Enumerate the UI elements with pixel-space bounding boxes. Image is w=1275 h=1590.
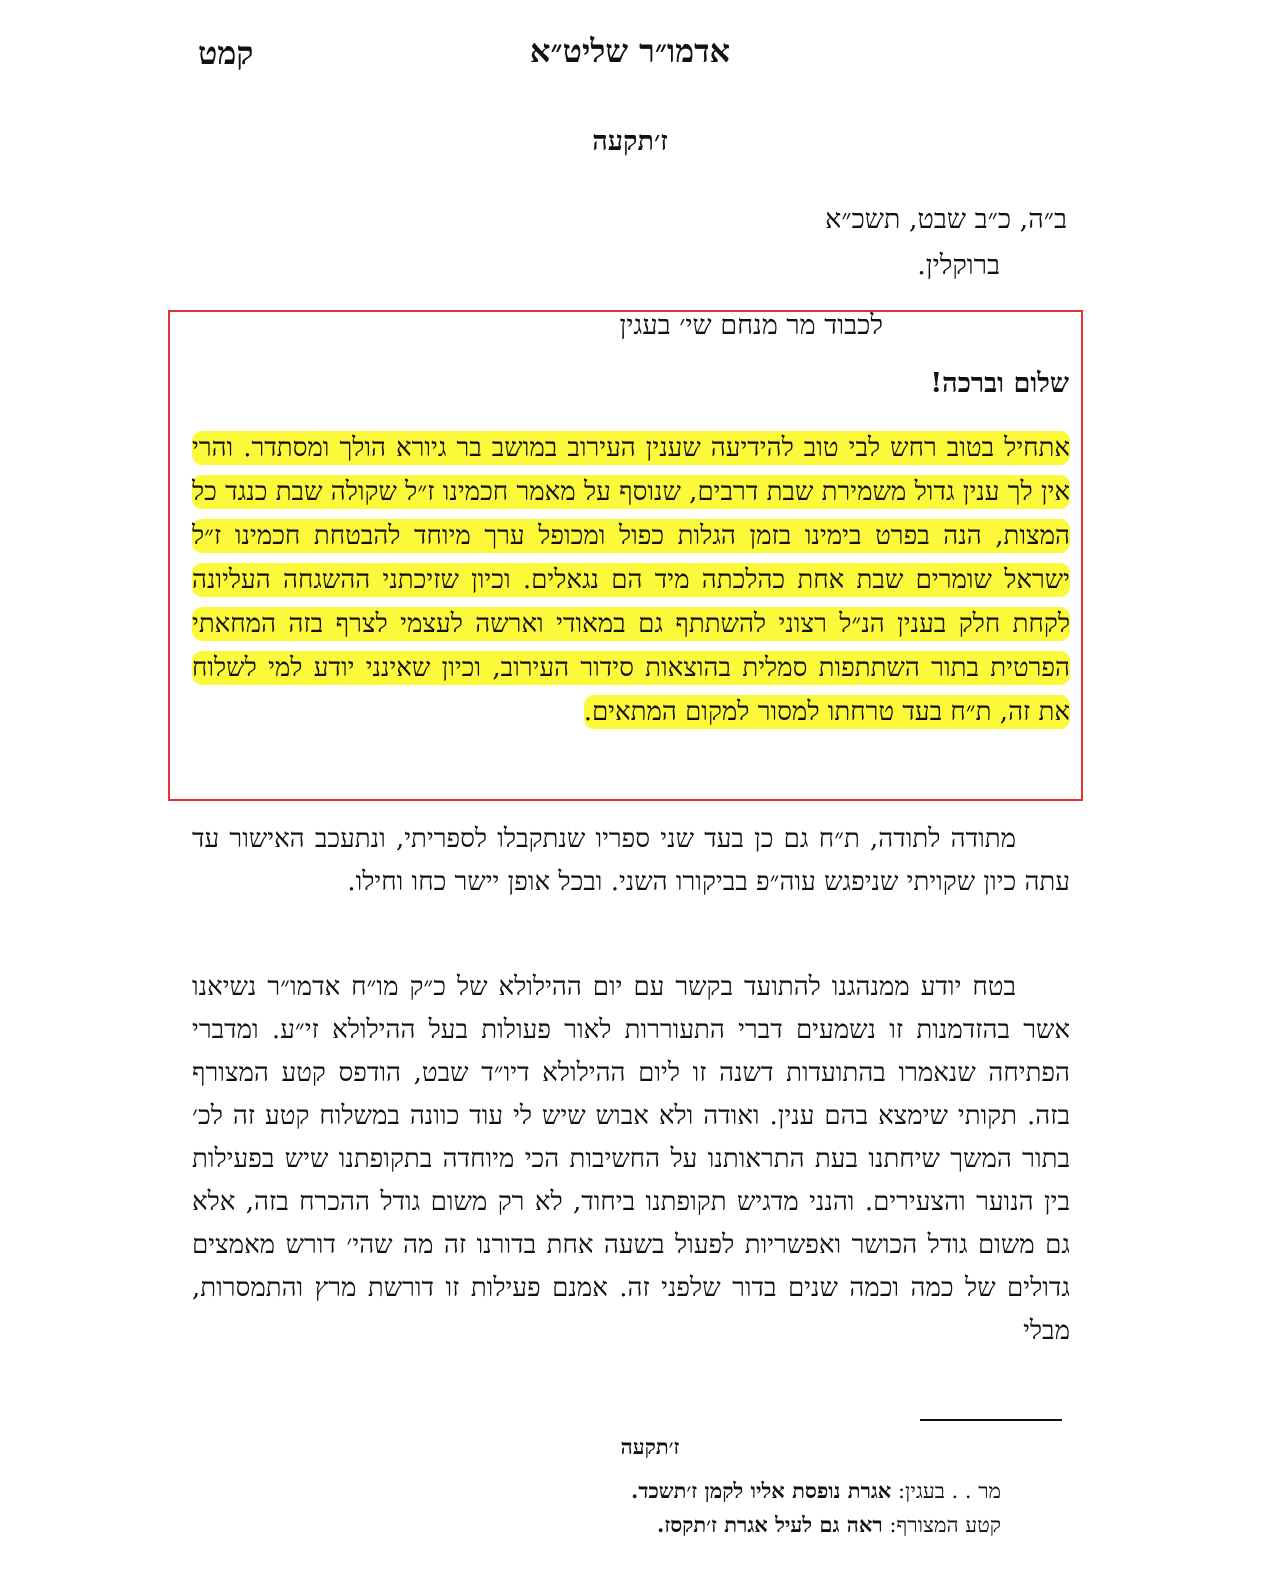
footnote-line-2 [657, 1512, 1001, 1538]
body-paragraph-2 [192, 818, 1070, 904]
running-header-title: אדמו״ר שליט״א [529, 32, 731, 70]
footnote-1-lead: מר . . בעגין: [897, 1479, 1001, 1503]
highlighted-paragraph [192, 426, 1070, 734]
letter-date: ב״ה, כ״ב שבט, תשכ״א [825, 204, 1067, 235]
footnote-divider [920, 1419, 1062, 1421]
page-number: קמט [198, 34, 254, 72]
letter-greeting: שלום וברכה! [930, 368, 1069, 399]
footnote-2-lead: קטע המצורף: [889, 1513, 1001, 1537]
footnote-2-text: ראה גם לעיל אגרת ז׳תקסז. [657, 1512, 883, 1537]
letter-addressee: לכבוד מר מנחם שי׳ בעגין [619, 310, 883, 341]
body-paragraph-3 [192, 966, 1070, 1353]
body-paragraph-2-text: מתודה לתודה, ת״ח גם כן בעד שני ספריו שנתקבלו לספריתי, ונתעכב האישור עד עתה כיון שקויתי שניפגש עוה״פ בביקורו השני. ובכל אופן יישר כחו וחילו. [192, 824, 1070, 897]
footnote-title: ז׳תקעה [620, 1434, 680, 1459]
footnote-line-1 [631, 1478, 1001, 1504]
letter-place: ברוקלין. [917, 250, 1000, 281]
highlighted-text: אתחיל בטוב רחש לבי טוב להידיעה שענין העירוב במושב בר גיורא הולך ומסתדר. והרי אין לך ענין גדול משמירת שבת דרבים, שנוסף על מאמר חכמינו ז״ל שקולה שבת כנגד כל המצות, הנה בפרט בימינו בזמן הגלות כפול ומכופל ערך מיוחד להבטחת חכמינו ז״ל ישראל שומרים שבת אחת כהלכתה מיד הם נגאלים. וכיון שזיכתני ההשגחה העליונה לקחת חלק בענין הנ״ל רצוני להשתתף גם במאודי וארשה לעצמי לצרף בזה המחאתי הפרטית בתור השתתפות סמלית בהוצאות סידור העירוב, וכיון שאינני יודע למי לשלוח את זה, ת״ח בעד טרחתו למסור למקום המתאים. [192, 433, 1070, 727]
footnote-1-text: אגרת נופסת אליו לקמן ז׳תשכד. [631, 1478, 892, 1503]
letter-number: ז׳תקעה [592, 126, 668, 157]
body-paragraph-3-text: בטח יודע ממנהגנו להתועד בקשר עם יום ההילולא של כ״ק מו״ח אדמו״ר נשיאנו אשר בהזדמנות זו נשמעים דברי התעוררות לאור פעולות בעל ההילולא זי״ע. ומדברי הפתיחה שנאמרו בהתועדות דשנה זו ליום ההילולא דיו״ד שבט, הודפס קטע המצורף בזה. תקותי שימצא בהם ענין. ואודה ולא אבוש שיש לי עוד כוונה במשלוח קטע זה לכ׳ בתור המשך שיחתנו בעת התראותנו על החשיבות הכי מיוחדה בתקופתנו שיש בפעילות בין הנוער והצעירים. והנני מדגיש תקופתנו ביחוד, לא רק משום גודל ההכרח בזה, אלא גם משום גודל הכושר ואפשריות לפעול בשעה אחת בדורנו זה מה שהי׳ דורש מאמצים גדולים של כמה וכמה שנים בדור שלפני זה. אמנם פעילות זו דורשת מרץ והתמסרות, מבלי [192, 972, 1070, 1346]
